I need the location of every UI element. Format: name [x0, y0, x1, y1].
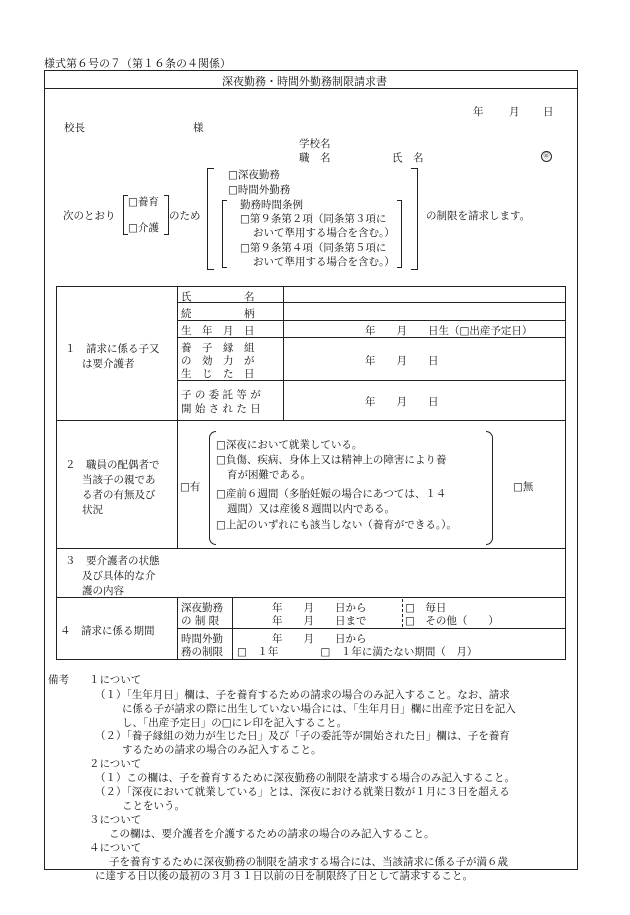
request-suffix: の制限を請求します。	[426, 210, 531, 222]
row-adoption-label-1: 養 子 縁 組	[181, 342, 255, 354]
notes-heading: 備考	[48, 674, 69, 686]
option-nursing-care[interactable]: □介護	[128, 222, 159, 234]
night-limit-label-2: の 制 限	[181, 615, 220, 627]
night-option-other[interactable]: □ その他（ ）	[405, 615, 499, 627]
section3-title-2: 及び具体的な介	[82, 570, 156, 582]
table-right	[565, 286, 566, 659]
section2-title-2: 当該子の親であ	[82, 474, 156, 486]
row-divider	[177, 628, 566, 629]
note-line: （１）「生年月日」欄は、子を養育するための請求の場合のみ記入すること。なお、請求	[95, 689, 510, 701]
note-line: するための請求の場合のみ記入すること。	[122, 744, 322, 756]
row-name-label: 氏 名	[181, 291, 255, 303]
date-year: 年	[473, 106, 484, 118]
row-birthdate-label: 生 年 月 日	[181, 325, 255, 337]
date-day: 日	[543, 106, 554, 118]
section3-title-3: 護の内容	[82, 585, 124, 597]
option-night-work[interactable]: □深夜勤務	[228, 169, 280, 181]
request-prefix: 次のとおり	[63, 210, 116, 222]
section2-title-3: る者の有無及び	[82, 489, 156, 501]
row-adoption-value[interactable]: 年 月 日	[365, 355, 439, 367]
section2-title-1: ２ 職員の配偶者で	[65, 459, 160, 471]
section4-title: ４ 請求に係る期間	[60, 625, 155, 637]
restriction-bracket-right	[411, 168, 418, 270]
addressee-principal: 校長	[64, 122, 85, 134]
table-bottom	[56, 659, 566, 660]
option-overtime-work[interactable]: □時間外勤務	[228, 184, 291, 196]
note-line: ４について	[89, 842, 142, 854]
table-left	[56, 286, 57, 659]
row-divider	[177, 320, 566, 321]
note-line: この欄は、要介護者を介護するための請求の場合のみ記入すること。	[109, 828, 435, 840]
spouse-has-option[interactable]: □有	[180, 481, 201, 493]
clause-bracket-left	[222, 200, 227, 268]
note-line: ３について	[89, 814, 142, 826]
row-divider	[177, 337, 566, 338]
overtime-limit-label-2: 務の制限	[181, 646, 223, 658]
night-to[interactable]: 年 月 日まで	[272, 615, 367, 627]
note-line: １について	[89, 674, 142, 686]
row-adoption-label-3: 生 じ た 日	[181, 368, 255, 380]
row-divider	[177, 302, 566, 303]
addressee-sama: 様	[193, 122, 204, 134]
night-from[interactable]: 年 月 日から	[272, 602, 367, 614]
conditions-brace-right	[486, 431, 493, 545]
seal-glyph: ㊞	[543, 153, 550, 160]
section-divider	[56, 548, 566, 549]
row-entrust-value[interactable]: 年 月 日	[365, 396, 439, 408]
form-number: 様式第６号の７（第１６条の４関係）	[44, 57, 231, 70]
option-childcare[interactable]: □養育	[128, 196, 159, 208]
clause-2-line2: おいて準用する場合を含む。）	[253, 256, 395, 268]
clause-1-line2: おいて準用する場合を含む。）	[253, 227, 395, 239]
section-divider	[56, 597, 566, 598]
clause-bracket-right	[397, 200, 402, 268]
section-divider	[56, 420, 566, 421]
spouse-none-option[interactable]: □無	[513, 481, 534, 493]
note-line: に係る子が請求の際に出生していない場合には、「生年月日」欄に出産予定日を記入	[122, 703, 516, 715]
work-hours-rule: 勤務時間条例	[240, 199, 303, 211]
position-label: 職 名	[299, 152, 331, 164]
overtime-from[interactable]: 年 月 日から	[272, 633, 367, 645]
condition-line[interactable]: □産前６週間（多胎妊娠の場合にあつては、１４	[216, 488, 447, 500]
restriction-bracket-left	[207, 168, 214, 270]
note-line: 子を養育するために深夜勤務の制限を請求する場合には、当該請求に係る子が満６歳	[109, 856, 508, 868]
condition-line[interactable]: □負傷、疾病、身体上又は精神上の障害により養	[216, 454, 447, 466]
section1-title-2: は要介護者	[82, 358, 135, 370]
section2-title-4: 状況	[82, 504, 103, 516]
night-limit-label-1: 深夜勤務	[181, 602, 223, 614]
overtime-limit-label-1: 時間外勤	[181, 633, 223, 645]
condition-line[interactable]: □深夜において就業している。	[216, 439, 363, 451]
date-month: 月	[509, 106, 520, 118]
row-entrust-label-2: 開 始 さ れ た 日	[181, 403, 261, 415]
row-relation-label: 続 柄	[181, 308, 255, 320]
condition-line[interactable]: □上記のいずれにも該当しない（養育ができる。）。	[216, 519, 457, 531]
table-top	[56, 286, 566, 287]
overtime-options[interactable]: □ １年 □ １年に満たない期間（ 月）	[237, 646, 478, 658]
note-line: （２）「養子縁組の効力が生じた日」及び「子の委託等が開始された日」欄は、子を養育	[95, 730, 510, 742]
note-line: に達する日以後の最初の３月３１日以前の日を制限終了日として請求すること。	[95, 870, 473, 882]
section3-title-1: ３ 要介護者の状態	[65, 555, 160, 567]
note-line: ことをいう。	[122, 800, 185, 812]
seal-mark	[541, 151, 552, 162]
row-birthdate-value[interactable]: 年 月 日生（□出産予定日）	[365, 325, 533, 337]
row-adoption-label-2: の 効 力 が	[181, 355, 255, 367]
name-label: 氏 名	[392, 152, 424, 164]
school-name-label: 学校名	[299, 138, 331, 150]
section1-title-1: １ 請求に係る子又	[65, 343, 160, 355]
form-title: 深夜勤務・時間外勤務制限請求書	[222, 75, 387, 88]
note-line: （２）「深夜において就業している」とは、深夜における就業日数が１月に３日を超える	[95, 786, 510, 798]
title-divider	[44, 88, 578, 89]
note-line: ２について	[89, 758, 142, 770]
night-option-daily[interactable]: □ 毎日	[405, 602, 447, 614]
night-dotted-divider	[402, 599, 403, 627]
condition-line: 週間）又は産後８週間以内である。	[227, 503, 395, 515]
col-divider-2	[283, 286, 284, 420]
row-entrust-label-1: 子 の 委 託 等 が	[181, 389, 261, 401]
clause-2-line1[interactable]: □第９条第４項（同条第５項に	[240, 242, 387, 254]
col-divider-1	[177, 286, 178, 548]
request-for-purpose: のため	[169, 210, 201, 222]
note-line: （１）この欄は、子を養育するために深夜勤務の制限を請求する場合のみ記入すること。	[95, 772, 515, 784]
row-divider	[177, 380, 566, 381]
condition-line: 育が困難である。	[227, 469, 311, 481]
conditions-brace-left	[209, 431, 216, 545]
note-line: し、「出産予定日」の□にレ印を記入すること。	[122, 717, 348, 729]
clause-1-line1[interactable]: □第９条第２項（同条第３項に	[240, 213, 387, 225]
